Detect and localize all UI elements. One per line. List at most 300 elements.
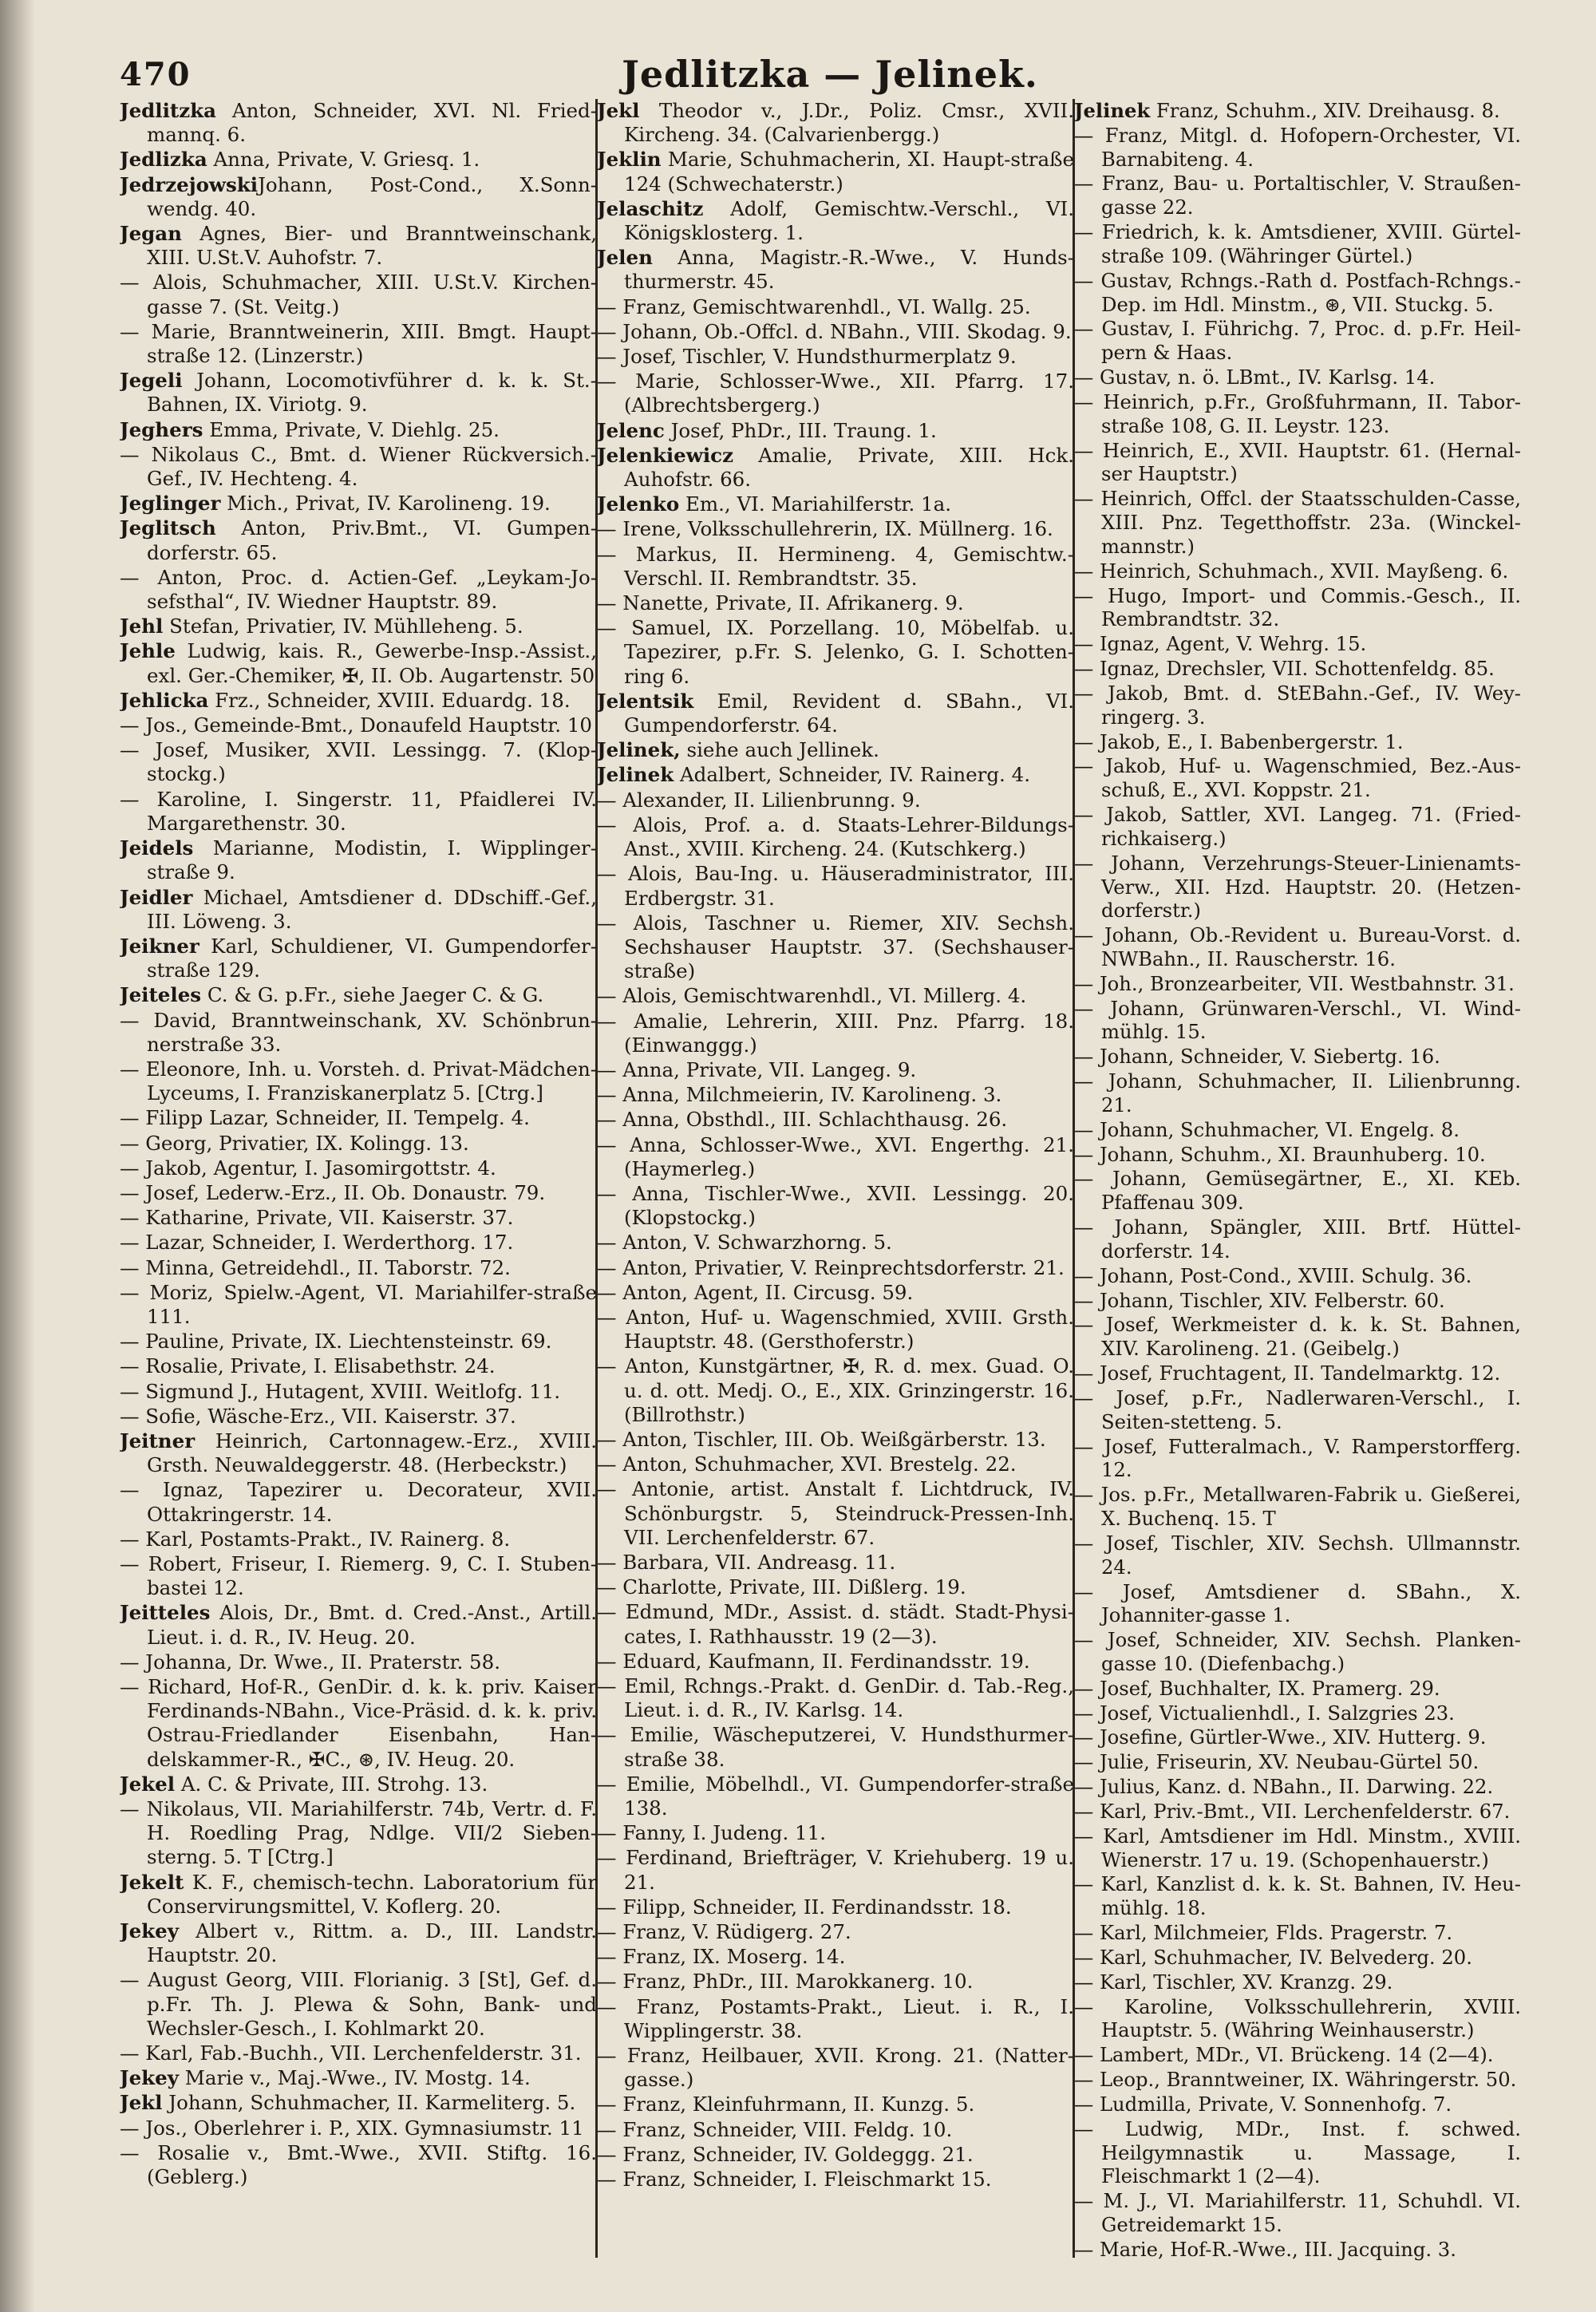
- directory-entry: [120, 1478, 597, 1526]
- directory-entry: [1074, 852, 1521, 923]
- entry-surname: Jeklin: [597, 148, 662, 172]
- entry-details: — Johann, Verzehrungs-Steuer-Linienamts-Verw., XII. Hzd. Hauptstr. 20. (Hetzen-dorferstr.): [1074, 851, 1521, 923]
- entry-details: — Johann, Schuhmacher, VI. Engelg. 8.: [1074, 1117, 1460, 1141]
- entry-details: — Anna, Private, VII. Langeg. 9.: [597, 1057, 917, 1081]
- directory-entry: [597, 1452, 1074, 1476]
- directory-entry: [597, 1256, 1074, 1280]
- entry-surname: Jeitner: [120, 1429, 196, 1452]
- directory-entry: [120, 1919, 597, 1967]
- directory-entry: [597, 1895, 1074, 1919]
- entry-surname: Jegeli: [120, 369, 183, 393]
- entry-details: — Gustav, Rchngs.-Rath d. Postfach-Rchngs.-Dep. im Hdl. Minstm., ⊛, VII. Stuckg. 5.: [1074, 268, 1521, 316]
- directory-entry: [120, 492, 597, 516]
- directory-entry: [597, 591, 1074, 615]
- directory-entry: [597, 2143, 1074, 2167]
- entry-details: — Karl, Fab.-Buchh., VII. Lerchenfelderstr. 31.: [120, 2041, 582, 2065]
- entry-surname: Jekey: [120, 2066, 179, 2090]
- directory-entry: [1074, 269, 1521, 317]
- entry-details: — Franz, Schneider, VIII. Feldg. 10.: [597, 2117, 953, 2141]
- entry-details: — Hugo, Import- und Commis.-Gesch., II. Rembrandtstr. 32.: [1074, 583, 1521, 631]
- entry-details: — Franz, V. Rüdigerg. 27.: [597, 1920, 851, 1944]
- entry-details: Franz, Schuhm., XIV. Dreihausg. 8.: [1150, 99, 1500, 122]
- entry-details: — Karoline, I. Singerstr. 11, Pfaidlerei IV. Margarethenstr. 30.: [120, 787, 597, 835]
- entry-details: — Franz, Postamts-Prakt., Lieut. i. R., I. Wipplingerstr. 38.: [597, 1994, 1074, 2042]
- directory-entry: [597, 419, 1074, 443]
- directory-entry: [597, 1551, 1074, 1575]
- entry-details: — Ferdinand, Briefträger, V. Kriehuberg. 19 u. 21.: [597, 1846, 1074, 1894]
- entry-details: — Josef, Buchhalter, IX. Pramerg. 29.: [1074, 1676, 1440, 1700]
- entry-details: Karl, Schuldiener, VI. Gumpendorfer-straße 129.: [147, 934, 597, 982]
- entry-details: — Josef, Tischler, XIV. Sechsh. Ullmannstr. 24.: [1074, 1531, 1521, 1579]
- directory-entry: [1074, 1995, 1521, 2043]
- entry-details: — Alois, Schuhmacher, XIII. U.St.V. Kirchen-gasse 7. (St. Veitg.): [120, 271, 597, 318]
- entry-details: — Franz, Heilbauer, XVII. Krong. 21. (Natter-gasse.): [597, 2044, 1074, 2092]
- directory-entry: [120, 516, 597, 564]
- entry-details: — Filipp Lazar, Schneider, II. Tempelg. 4.: [120, 1106, 530, 1130]
- entry-details: — Johann, Grünwaren-Verschl., VI. Wind-mühlg. 15.: [1074, 996, 1521, 1044]
- directory-entry: [1074, 99, 1521, 123]
- entry-surname: Jelen: [597, 246, 653, 270]
- entry-details: — Josef, Werkmeister d. k. k. St. Bahnen, XIV. Karolineng. 21. (Geibelg.): [1074, 1313, 1521, 1361]
- entry-details: — Johann, Ob.-Revident u. Bureau-Vorst. d. NWBahn., II. Rauscherstr. 16.: [1074, 923, 1521, 970]
- entry-details: — Franz, Gemischtwarenhdl., VI. Wallg. 25.: [597, 294, 1031, 318]
- directory-entry: [597, 2093, 1074, 2116]
- entry-details: Johann, Post-Cond., X.Sonn-wendg. 40.: [147, 172, 597, 220]
- directory-entry: [597, 2168, 1074, 2191]
- entry-details: — Jos., Gemeinde-Bmt., Donaufeld Hauptstr. 10: [120, 713, 593, 737]
- entry-surname: Jelenko: [597, 492, 680, 516]
- directory-entry: [597, 320, 1074, 344]
- entry-details: — Franz, Schneider, I. Fleischmarkt 15.: [597, 2168, 992, 2191]
- entry-details: — Friedrich, k. k. Amtsdiener, XVIII. Gürtel-straße 109. (Währinger Gürtel.): [1074, 220, 1521, 267]
- entry-details: — Alois, Prof. a. d. Staats-Lehrer-Bildungs-Anst., XVIII. Kircheng. 24. (Kutschkerg.): [597, 812, 1074, 861]
- directory-entry: [1074, 1628, 1521, 1676]
- directory-entry: [1074, 923, 1521, 971]
- entry-details: — Lambert, MDr., VI. Brückeng. 14 (2—4).: [1074, 2043, 1494, 2067]
- directory-entry: [1074, 1045, 1521, 1069]
- directory-entry: [1074, 1946, 1521, 1970]
- entry-details: — Joh., Bronzearbeiter, VII. Westbahnstr. 31.: [1074, 971, 1515, 995]
- entry-details: — Leop., Branntweiner, IX. Währingerstr. 50.: [1074, 2068, 1517, 2092]
- entry-details: — Karl, Tischler, XV. Kranzg. 29.: [1074, 1970, 1393, 1994]
- directory-entry: [597, 1231, 1074, 1255]
- directory-entry: [120, 1601, 597, 1649]
- directory-entry: [597, 1650, 1074, 1674]
- directory-entry: [120, 1281, 597, 1329]
- entry-surname: Jelentsik: [597, 689, 694, 713]
- directory-entry: [597, 444, 1074, 492]
- directory-entry: [120, 443, 597, 491]
- directory-entry: [120, 2091, 597, 2115]
- entry-details: — Georg, Privatier, IX. Kolingg. 13.: [120, 1131, 469, 1155]
- directory-entry: [1074, 997, 1521, 1045]
- directory-entry: [120, 1675, 597, 1772]
- entry-details: — Ignaz, Agent, V. Wehrg. 15.: [1074, 632, 1367, 656]
- entry-surname: Jedrzejowski: [120, 172, 259, 196]
- directory-entry: [597, 1920, 1074, 1944]
- directory-entry: [597, 517, 1074, 541]
- page-header: [120, 49, 1540, 105]
- directory-entry: [1074, 1483, 1521, 1531]
- entry-details: — Jakob, Bmt. d. StEBahn.-Gef., IV. Wey-ringerg. 3.: [1074, 681, 1521, 729]
- directory-entry: [1074, 317, 1521, 365]
- entry-details: — Franz, IX. Moserg. 14.: [597, 1945, 846, 1969]
- running-head: Jedlitzka — Jelinek.: [622, 53, 1038, 96]
- directory-entry: [1074, 1264, 1521, 1288]
- directory-entry: [120, 713, 597, 737]
- entry-details: — Anton, V. Schwarzhorng. 5.: [597, 1231, 892, 1255]
- entry-details: — Franz, Kleinfuhrmann, II. Kunzg. 5.: [597, 2093, 975, 2116]
- directory-entry: [597, 1281, 1074, 1305]
- entry-details: — Heinrich, Offcl. der Staatsschulden-Casse, XIII. Pnz. Tegetthoffstr. 23a. (Winckel-mannstr.): [1074, 487, 1521, 558]
- directory-entry: [1074, 1824, 1521, 1872]
- directory-entry: [120, 1009, 597, 1057]
- page-number: 470: [120, 56, 192, 93]
- directory-entry: [597, 2044, 1074, 2092]
- directory-entry: [597, 1182, 1074, 1230]
- entry-details: — Johann, Tischler, XIV. Felberstr. 60.: [1074, 1288, 1445, 1312]
- directory-entry: [597, 1821, 1074, 1845]
- directory-entry: [597, 984, 1074, 1008]
- entry-surname: Jegan: [120, 222, 182, 246]
- directory-entry: [597, 1970, 1074, 1994]
- directory-entry: [1074, 730, 1521, 754]
- entry-details: — Eleonore, Inh. u. Vorsteh. d. Privat-Mädchen-Lyceums, I. Franziskanerplatz 5. [Ctrg.]: [120, 1057, 597, 1105]
- entry-details: Anton, Schneider, XVI. Nl. Fried-mannq. 6.: [147, 99, 597, 147]
- entry-details: — Karl, Kanzlist d. k. k. St. Bahnen, IV. Heu-mühlg. 18.: [1074, 1872, 1521, 1920]
- entry-details: — Anton, Tischler, III. Ob. Weißgärberstr. 13.: [597, 1427, 1046, 1451]
- directory-entry: [597, 911, 1074, 984]
- directory-entry: [120, 271, 597, 318]
- entry-surname: Jelinek: [597, 763, 674, 787]
- entry-details: — Karoline, Volksschullehrerin, XVIII. Hauptstr. 5. (Währing Weinhauserstr.): [1074, 1994, 1521, 2042]
- entry-surname: Jelaschitz: [597, 196, 704, 220]
- entry-details: — Ludwig, MDr., Inst. f. schwed. Heilgymnastik u. Massage, I. Fleischmarkt 1 (2—4).: [1074, 2116, 1521, 2188]
- directory-entry: [597, 1083, 1074, 1107]
- column-2: [597, 99, 1074, 2286]
- entry-details: — Josefine, Gürtler-Wwe., XIV. Hutterg. 9.: [1074, 1725, 1487, 1749]
- directory-entry: [1074, 2043, 1521, 2067]
- directory-entry: [120, 886, 597, 934]
- entry-details: Marie, Schuhmacherin, XI. Haupt-straße 124 (Schwechaterstr.): [624, 148, 1074, 196]
- entry-surname: Jekelt: [120, 1870, 184, 1894]
- entry-details: — Marie, Schlosser-Wwe., XII. Pfarrg. 17. (Albrechtsbergerg.): [597, 370, 1074, 417]
- directory-entry: [1074, 682, 1521, 729]
- entry-details: Marianne, Modistin, I. Wipplinger-straße 9.: [147, 836, 597, 884]
- directory-entry: [120, 1773, 597, 1796]
- entry-details: — Johann, Schuhmacher, II. Lilienbrunng. 21.: [1074, 1069, 1521, 1116]
- entry-details: — Rosalie v., Bmt.-Wwe., XVII. Stiftg. 16. (Geblerg.): [120, 2140, 597, 2189]
- entry-details: Michael, Amtsdiener d. DDschiff.-Gef., III. Löweng. 3.: [147, 885, 597, 933]
- entry-surname: Jeglinger: [120, 492, 221, 516]
- entry-details: — Josef, Victualienhdl., I. Salzgries 23.: [1074, 1701, 1455, 1725]
- entry-surname: Jeiteles: [120, 983, 202, 1007]
- directory-entry: [1074, 172, 1521, 219]
- entry-details: A. C. & Private, III. Strohg. 13.: [175, 1772, 488, 1796]
- entry-details: — Josef, Schneider, XIV. Sechsh. Planken-gasse 10. (Diefenbachg.): [1074, 1628, 1521, 1675]
- directory-entry: [120, 99, 597, 147]
- directory-entry: [120, 1206, 597, 1230]
- entry-details: — Pauline, Private, IX. Liechtensteinstr. 69.: [120, 1330, 552, 1354]
- directory-entry: [597, 763, 1074, 787]
- entry-details: — Minna, Getreidehdl., II. Taborstr. 72.: [120, 1255, 511, 1279]
- entry-surname: Jelenkiewicz: [597, 443, 733, 467]
- directory-entry: [1074, 390, 1521, 438]
- directory-entry: [120, 1156, 597, 1180]
- directory-entry: [597, 616, 1074, 689]
- entry-details: — Amalie, Lehrerin, XIII. Pnz. Pfarrg. 18. (Einwanggg.): [597, 1009, 1074, 1057]
- entry-details: — Karl, Postamts-Prakt., IV. Rainerg. 8.: [120, 1527, 511, 1551]
- entry-details: — M. J., VI. Mariahilferstr. 11, Schuhdl. VI. Getreidemarkt 15.: [1074, 2189, 1521, 2237]
- entry-details: siehe auch Jellinek.: [680, 738, 879, 762]
- entry-surname: Jeikner: [120, 934, 200, 958]
- directory-entry: [1074, 1362, 1521, 1385]
- entry-details: Alois, Dr., Bmt. d. Cred.-Anst., Artill. Lieut. i. d. R., IV. Heug. 20.: [147, 1601, 597, 1649]
- directory-entry: [1074, 972, 1521, 996]
- entry-details: — Charlotte, Private, III. Dißlerg. 19.: [597, 1575, 966, 1599]
- directory-entry: [1074, 657, 1521, 681]
- entry-details: — Johann, Spängler, XIII. Brtf. Hüttel-dorferstr. 14.: [1074, 1215, 1521, 1263]
- directory-entry: [597, 99, 1074, 147]
- entry-details: — Richard, Hof-R., GenDir. d. k. k. priv. Kaiser Ferdinands-NBahn., Vice-Präsid. d. k. k. priv. Ostrau-Friedlander Eisenbahn, Han-delskammer-R., ✠C., ⊛, IV. Heug. 20.: [120, 1675, 597, 1771]
- directory-entry: [597, 1133, 1074, 1181]
- directory-entry: [120, 1132, 597, 1156]
- directory-entry: [1074, 1167, 1521, 1215]
- entry-details: — Heinrich, Schuhmach., XVII. Mayßeng. 6.: [1074, 559, 1509, 583]
- entry-details: — Nikolaus C., Bmt. d. Wiener Rückversich.-Gef., IV. Hechteng. 4.: [120, 442, 597, 491]
- directory-entry: [120, 2066, 597, 2090]
- directory-entry: [1074, 1143, 1521, 1167]
- entry-details: — Sofie, Wäsche-Erz., VII. Kaiserstr. 37.: [120, 1404, 516, 1428]
- directory-entry: [1074, 584, 1521, 632]
- directory-entry: [1074, 1313, 1521, 1361]
- entry-details: — Josef, Amtsdiener d. SBahn., X. Johanniter-gasse 1.: [1074, 1579, 1521, 1627]
- entry-details: — Franz, PhDr., III. Marokkanerg. 10.: [597, 1970, 974, 1994]
- directory-entry: [1074, 1800, 1521, 1824]
- directory-entry: [120, 1650, 597, 1674]
- directory-entry: [120, 1871, 597, 1919]
- directory-entry: [1074, 1289, 1521, 1313]
- entry-details: — Nanette, Private, II. Afrikanerg. 9.: [597, 591, 964, 615]
- entry-details: Josef, PhDr., III. Traung. 1.: [664, 418, 937, 442]
- directory-entry: [120, 173, 597, 221]
- directory-entry: [120, 1057, 597, 1105]
- entry-surname: Jekey: [120, 1919, 179, 1943]
- entry-details: — Markus, II. Hermineng. 4, Gemischtw.-Verschl. II. Rembrandtstr. 35.: [597, 542, 1074, 590]
- entry-details: — Emilie, Wäscheputzerei, V. Hundsthurmer-straße 38.: [597, 1723, 1074, 1771]
- entry-details: Stefan, Privatier, IV. Mühlleheng. 5.: [163, 615, 523, 638]
- entry-details: — Jakob, E., I. Babenbergerstr. 1.: [1074, 729, 1404, 753]
- directory-entry: [1074, 803, 1521, 851]
- entry-details: K. F., chemisch-techn. Laboratorium für Conservirungsmittel, V. Koflerg. 20.: [147, 1870, 597, 1918]
- entry-details: Theodor v., J.Dr., Poliz. Cmsr., XVII. Kircheng. 34. (Calvarienbergg.): [624, 99, 1074, 147]
- directory-entry: [1074, 124, 1521, 172]
- entry-details: — Josef, Tischler, V. Hundsthurmerplatz 9.: [597, 345, 1017, 369]
- entry-details: — Karl, Schuhmacher, IV. Belvederg. 20.: [1074, 1945, 1472, 1969]
- directory-entry: [120, 1106, 597, 1130]
- directory-entry: [120, 2041, 597, 2065]
- entry-details: Adolf, Gemischtw.-Verschl., VI. Königsklosterg. 1.: [624, 196, 1074, 245]
- entry-surname: Jeglitsch: [120, 516, 216, 540]
- entry-surname: Jehle: [120, 639, 176, 663]
- directory-entry: [120, 788, 597, 836]
- directory-entry: [120, 1429, 597, 1477]
- entry-details: — Edmund, MDr., Assist. d. städt. Stadt-Physi-cates, I. Rathhausstr. 19 (2—3).: [597, 1600, 1074, 1648]
- entry-details: — Emil, Rchngs.-Prakt. d. GenDir. d. Tab.-Reg., Lieut. i. d. R., IV. Karlsg. 14.: [597, 1674, 1074, 1722]
- entry-details: — Jakob, Sattler, XVI. Langeg. 71. (Fried-richkaiserg.): [1074, 803, 1521, 850]
- directory-entry: [597, 1600, 1074, 1648]
- directory-entry: [597, 1846, 1074, 1894]
- directory-entry: [597, 2118, 1074, 2142]
- directory-entry: [597, 1108, 1074, 1132]
- entry-details: Amalie, Private, XIII. Hck. Auhofstr. 66.: [624, 443, 1074, 492]
- directory-entry: [597, 690, 1074, 737]
- entry-details: — Johanna, Dr. Wwe., II. Praterstr. 58.: [120, 1650, 501, 1674]
- entry-details: — Rosalie, Private, I. Elisabethstr. 24.: [120, 1354, 496, 1378]
- entry-details: — Anton, Privatier, V. Reinprechtsdorferstr. 21.: [597, 1255, 1065, 1279]
- entry-details: — Jos., Oberlehrer i. P., XIX. Gymnasiumstr. 11: [120, 2116, 584, 2140]
- directory-entry: [120, 369, 597, 417]
- directory-entry: [1074, 1215, 1521, 1263]
- directory-entry: [120, 320, 597, 368]
- entry-details: — Josef, Fruchtagent, II. Tandelmarktg. 12.: [1074, 1362, 1501, 1385]
- directory-entry: [120, 1528, 597, 1551]
- entry-details: — Josef, Futteralmach., V. Ramperstorfferg. 12.: [1074, 1434, 1521, 1482]
- entry-details: — Franz, Schneider, IV. Goldeggg. 21.: [597, 2142, 974, 2166]
- entry-details: — Alois, Taschner u. Riemer, XIV. Sechsh. Sechshauser Hauptstr. 37. (Sechshauser-straße): [597, 911, 1074, 983]
- directory-entry: [120, 1797, 597, 1870]
- directory-entry: [1074, 1725, 1521, 1749]
- directory-entry: [1074, 1580, 1521, 1628]
- entry-surname: Jelenc: [597, 418, 665, 442]
- entry-details: — Johann, Post-Cond., XVIII. Schulg. 36.: [1074, 1263, 1472, 1287]
- directory-entry: [597, 1058, 1074, 1082]
- entry-details: — Katharine, Private, VII. Kaiserstr. 37.: [120, 1206, 514, 1230]
- directory-entry: [120, 738, 597, 786]
- entry-details: — Barbara, VII. Andreasg. 11.: [597, 1550, 896, 1574]
- directory-entry: [597, 813, 1074, 861]
- directory-entry: [1074, 220, 1521, 268]
- directory-entry: [120, 689, 597, 713]
- entry-details: — Jakob, Huf- u. Wagenschmied, Bez.-Aus-schuß, E., XVI. Koppstr. 21.: [1074, 754, 1521, 802]
- entry-details: — Julie, Friseurin, XV. Neubau-Gürtel 50.: [1074, 1750, 1479, 1774]
- entry-details: — Johann, Schneider, V. Siebertg. 16.: [1074, 1045, 1440, 1069]
- directory-entry: [597, 246, 1074, 294]
- directory-entry: [1074, 439, 1521, 487]
- entry-details: Albert v., Rittm. a. D., III. Landstr. Hauptstr. 20.: [147, 1919, 597, 1967]
- directory-entry: [120, 222, 597, 270]
- entry-details: Anna, Magistr.-R.-Wwe., V. Hunds-thurmerstr. 45.: [624, 246, 1074, 294]
- entry-details: — Sigmund J., Hutagent, XVIII. Weitlofg. 11.: [120, 1379, 561, 1403]
- directory-entry: [1074, 1531, 1521, 1579]
- entry-details: — Alois, Bau-Ing. u. Häuseradministrator, III. Erdbergstr. 31.: [597, 862, 1074, 910]
- entry-details: — Marie, Branntweinerin, XIII. Bmgt. Haupt-straße 12. (Linzerstr.): [120, 319, 597, 368]
- directory-entry: [120, 1256, 597, 1280]
- entry-details: — Samuel, IX. Porzellang. 10, Möbelfab. u. Tapezirer, p.Fr. S. Jelenko, G. I. Schotten-ring 6.: [597, 616, 1074, 688]
- directory-entry: [1074, 1775, 1521, 1799]
- entry-surname: Jehlicka: [120, 688, 209, 712]
- entry-details: — Anna, Milchmeierin, IV. Karolineng. 3.: [597, 1083, 1002, 1107]
- directory-entry: [1074, 366, 1521, 389]
- entry-surname: Jelinek: [1074, 99, 1151, 122]
- directory-entry: [597, 295, 1074, 319]
- directory-entry: [597, 1674, 1074, 1722]
- entry-details: — Julius, Kanz. d. NBahn., II. Darwing. 22.: [1074, 1775, 1494, 1799]
- directory-entry: [597, 1354, 1074, 1427]
- directory-entry: [1074, 1435, 1521, 1483]
- directory-entry: [120, 1231, 597, 1255]
- directory-entry: [120, 1354, 597, 1378]
- entry-surname: Jeghers: [120, 417, 203, 441]
- directory-entry: [597, 1306, 1074, 1354]
- entry-details: Johann, Schuhmacher, II. Karmeliterg. 5.: [162, 2091, 576, 2115]
- entry-details: — Antonie, artist. Anstalt f. Lichtdruck, IV. Schönburgstr. 5, Steindruck-Pressen-Inh. VII. Lerchenfelderstr. 67.: [597, 1477, 1074, 1549]
- entry-details: — Jakob, Agentur, I. Jasomirgottstr. 4.: [120, 1156, 496, 1180]
- entry-details: — Gustav, n. ö. LBmt., IV. Karlsg. 14.: [1074, 366, 1436, 389]
- directory-entry: [597, 543, 1074, 591]
- directory-entry: [120, 1552, 597, 1600]
- directory-entry: [597, 1773, 1074, 1820]
- entry-details: Ludwig, kais. R., Gewerbe-Insp.-Assist., exl. Ger.-Chemiker, ✠, II. Ob. Augartenstr. 50: [147, 639, 597, 687]
- entry-details: — Josef, Musiker, XVII. Lessingg. 7. (Klop-stockg.): [120, 738, 597, 786]
- column-1: [120, 99, 597, 2286]
- directory-entry: [1074, 487, 1521, 558]
- entry-details: — Johann, Schuhm., XI. Braunhuberg. 10.: [1074, 1142, 1486, 1166]
- entry-surname: Jedlitzka: [120, 99, 217, 122]
- entry-surname: Jekl: [597, 99, 640, 122]
- directory-entry: [597, 738, 1074, 762]
- entry-details: Heinrich, Cartonnagew.-Erz., XVIII. Grsth. Neuwaldeggerstr. 48. (Herbeckstr.): [147, 1429, 597, 1477]
- directory-entry: [120, 1330, 597, 1354]
- directory-entry: [597, 1428, 1074, 1452]
- directory-entry: [120, 615, 597, 638]
- entry-details: — Heinrich, p.Fr., Großfuhrmann, II. Tabor-straße 108, G. II. Leystr. 123.: [1074, 389, 1521, 437]
- directory-entry: [597, 1995, 1074, 2043]
- entry-details: Anna, Private, V. Griesq. 1.: [207, 148, 480, 172]
- entry-surname: Jelinek,: [597, 738, 681, 762]
- directory-entry: [120, 1968, 597, 2041]
- entry-details: Mich., Privat, IV. Karolineng. 19.: [220, 492, 551, 516]
- directory-entry: [597, 197, 1074, 245]
- entry-details: — Irene, Volksschullehrerin, IX. Müllnerg. 16.: [597, 517, 1053, 541]
- directory-entry: [597, 1945, 1074, 1969]
- entry-surname: Jekl: [120, 2091, 163, 2115]
- directory-entry: [120, 2141, 597, 2189]
- entry-surname: Jeitteles: [120, 1601, 211, 1625]
- entry-details: — Johann, Gemüsegärtner, E., XI. KEb. Pfaffenau 309.: [1074, 1167, 1521, 1215]
- entry-details: — August Georg, VIII. Florianig. 3 [St], Gef. d. p.Fr. Th. J. Plewa & Sohn, Bank- und Wechsler-Gesch., I. Kohlmarkt 20.: [120, 1968, 597, 2040]
- entry-details: — Anton, Proc. d. Actien-Gef. „Leykam-Jo-sefsthal“, IV. Wiedner Hauptstr. 89.: [120, 565, 597, 614]
- directory-entry: [120, 2116, 597, 2140]
- entry-details: Emma, Private, V. Diehlg. 25.: [203, 417, 500, 441]
- entry-details: Frz., Schneider, XVIII. Eduardg. 18.: [208, 688, 571, 712]
- entry-details: — Eduard, Kaufmann, II. Ferdinandsstr. 19.: [597, 1649, 1030, 1673]
- directory-entry: [1074, 1970, 1521, 1994]
- entry-details: Emil, Revident d. SBahn., VI. Gumpendorferstr. 64.: [624, 689, 1074, 737]
- entry-details: Marie v., Maj.-Wwe., IV. Mostg. 14.: [178, 2066, 531, 2090]
- directory-entry: [1074, 2238, 1521, 2262]
- directory-entry: [1074, 1701, 1521, 1725]
- entry-details: — Fanny, I. Judeng. 11.: [597, 1821, 826, 1845]
- entry-surname: Jeidler: [120, 885, 193, 909]
- directory-entry: [1074, 1677, 1521, 1701]
- directory-entry: [597, 788, 1074, 812]
- entry-details: — Ludmilla, Private, V. Sonnenhofg. 7.: [1074, 2092, 1452, 2116]
- entry-details: — Josef, Lederw.-Erz., II. Ob. Donaustr. 79.: [120, 1180, 546, 1204]
- directory-entry: [120, 1181, 597, 1205]
- directory-entry: [120, 836, 597, 884]
- entry-details: — Josef, p.Fr., Nadlerwaren-Verschl., I. Seiten-stetteng. 5.: [1074, 1385, 1521, 1433]
